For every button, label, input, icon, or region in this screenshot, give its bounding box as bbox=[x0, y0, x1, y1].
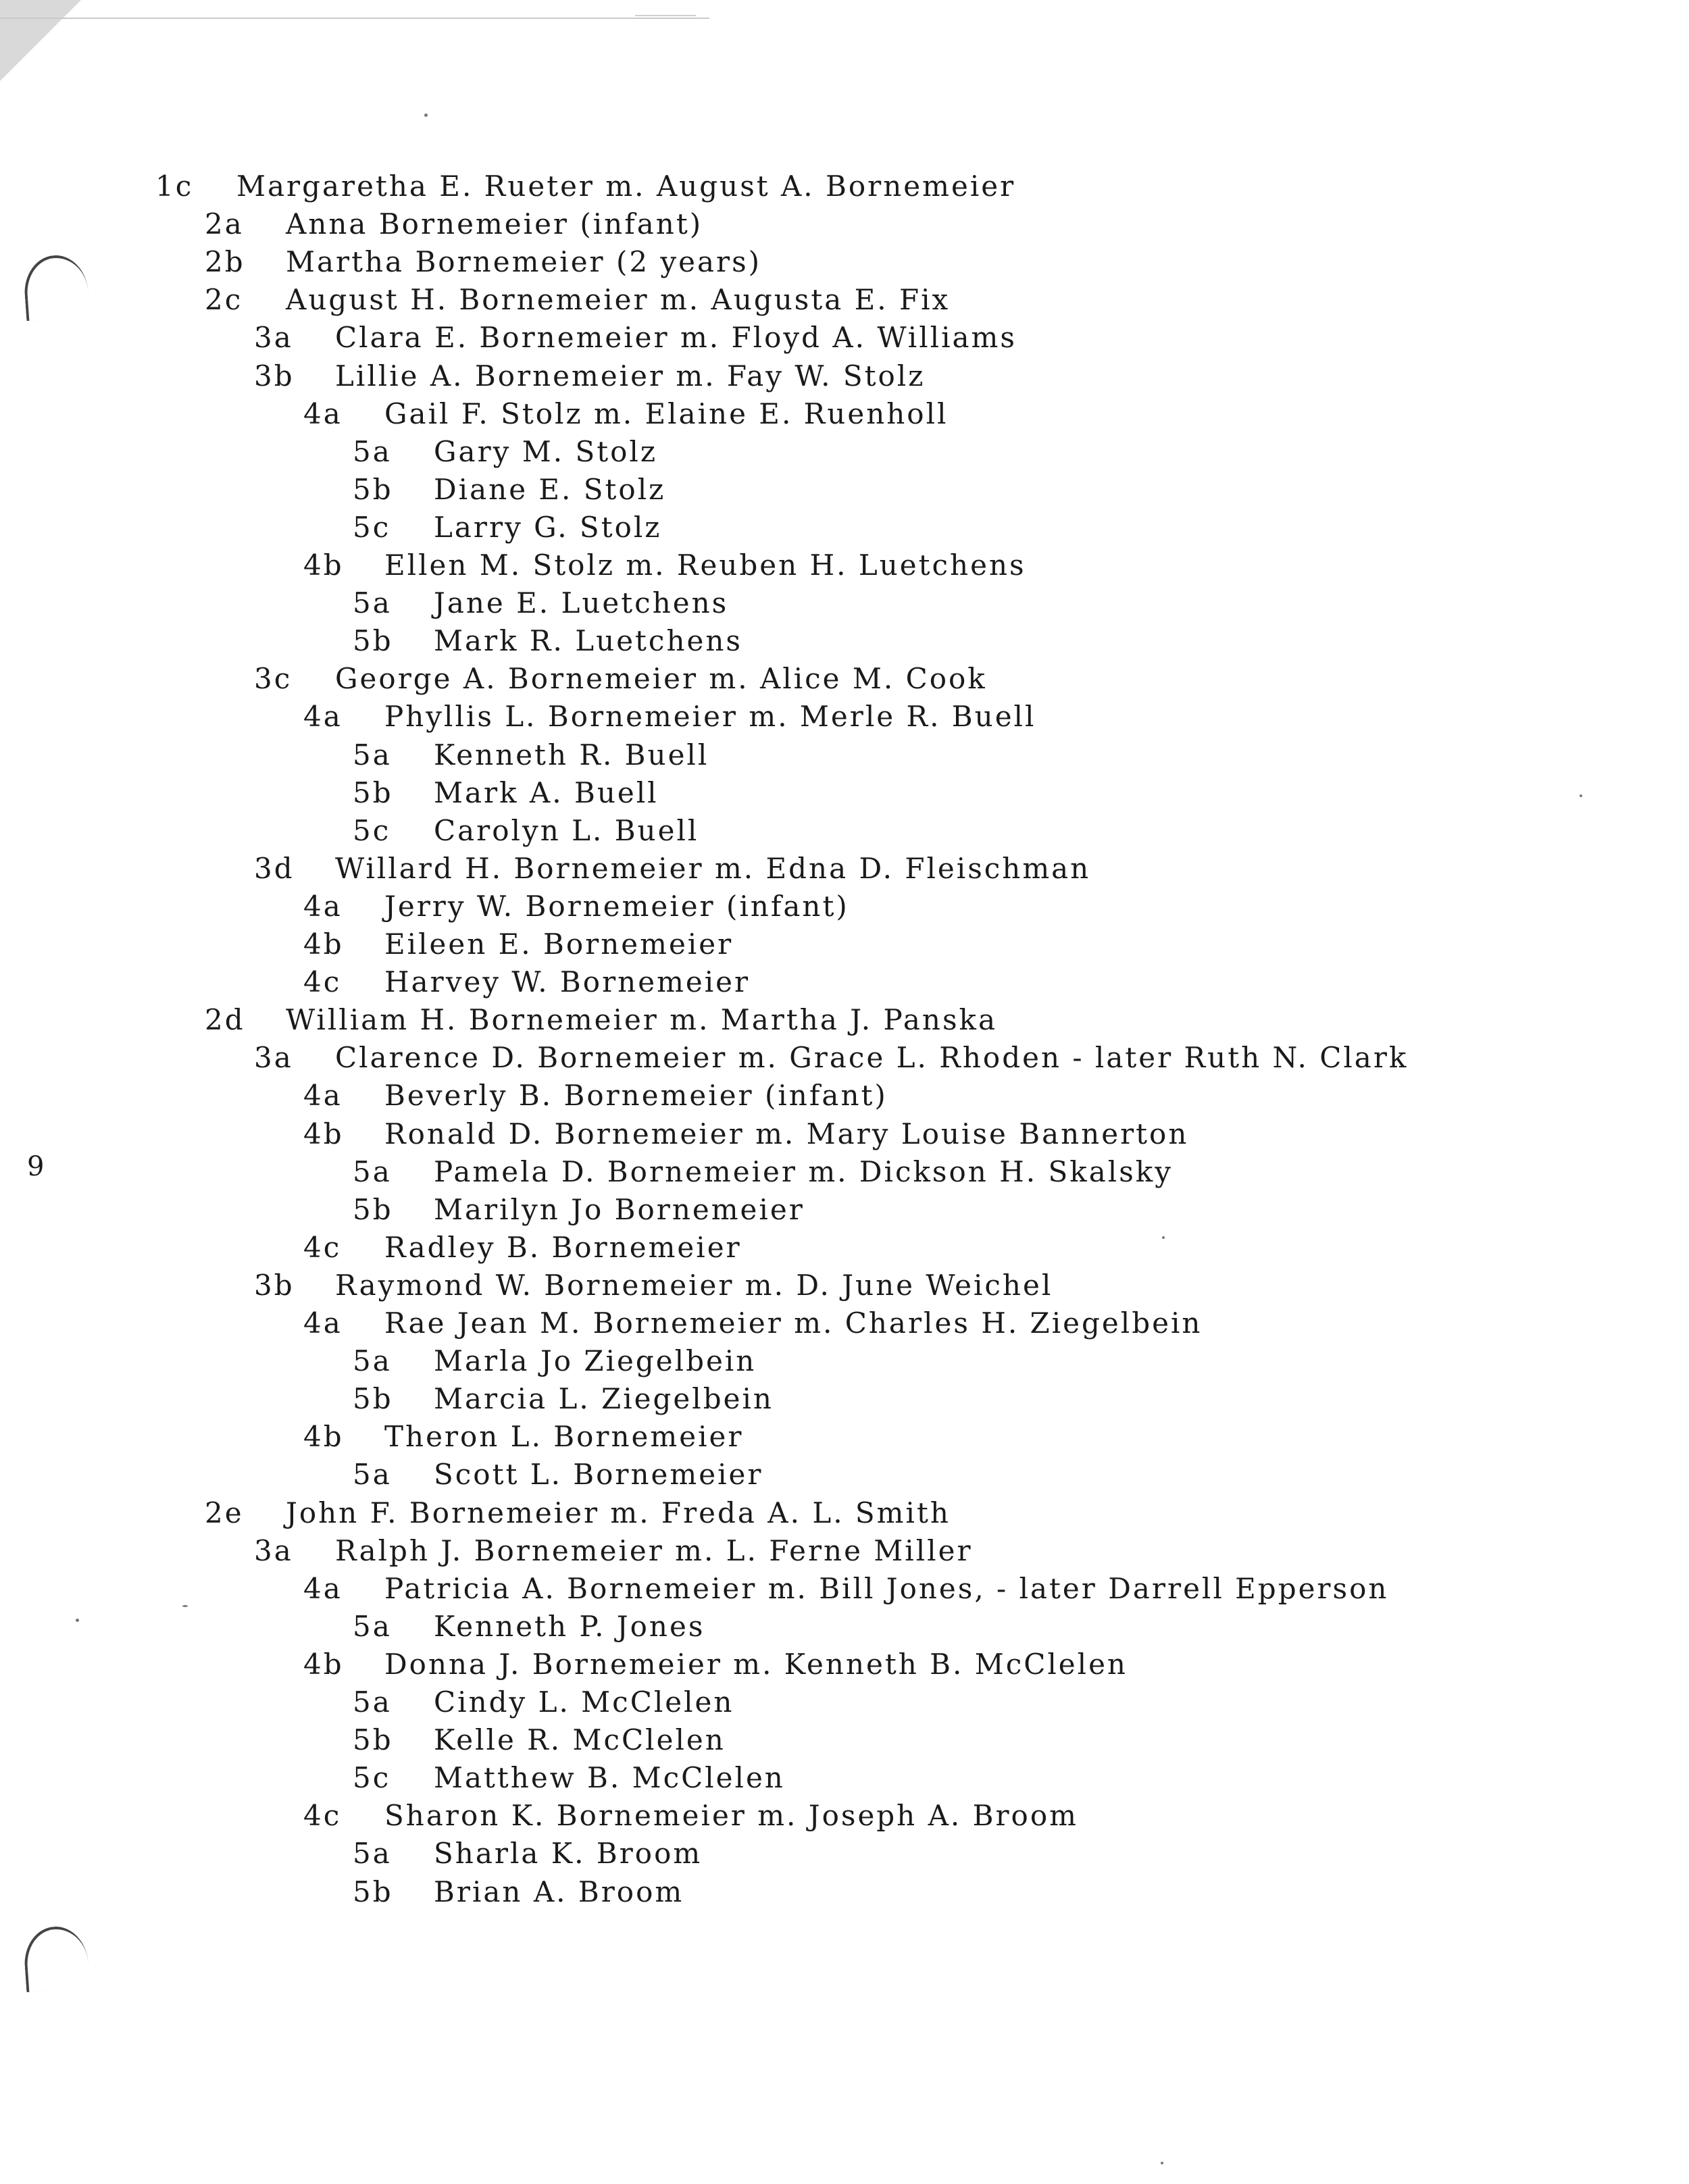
entry-code: 5a bbox=[353, 435, 392, 468]
entry-name: John F. Bornemeier m. Freda A. L. Smith bbox=[286, 1496, 951, 1529]
genealogy-entry bbox=[303, 1229, 742, 1267]
entry-name: Gail F. Stolz m. Elaine E. Ruenholl bbox=[384, 397, 949, 430]
genealogy-entry bbox=[353, 1683, 734, 1721]
genealogy-entry bbox=[353, 1873, 684, 1911]
entry-code: 4c bbox=[303, 1231, 342, 1264]
genealogy-entry bbox=[353, 1342, 756, 1380]
entry-code: 3a bbox=[254, 1041, 293, 1074]
folded-corner-shadow bbox=[0, 0, 81, 81]
entry-code: 4a bbox=[303, 397, 343, 430]
entry-name: Clarence D. Bornemeier m. Grace L. Rhoden - later Ruth N. Clark bbox=[335, 1041, 1409, 1074]
entry-name: Jane E. Luetchens bbox=[434, 586, 729, 619]
entry-name: Marcia L. Ziegelbein bbox=[434, 1382, 774, 1415]
entry-code: 5b bbox=[353, 624, 393, 657]
entry-name: Cindy L. McClelen bbox=[434, 1685, 734, 1719]
entry-code: 5a bbox=[353, 1155, 392, 1188]
genealogy-entry bbox=[353, 812, 699, 850]
entry-code: 3a bbox=[254, 321, 293, 354]
genealogy-entry bbox=[303, 963, 750, 1001]
scan-speck bbox=[1161, 2162, 1163, 2164]
entry-code: 5b bbox=[353, 1875, 393, 1908]
entry-name: Brian A. Broom bbox=[434, 1875, 684, 1908]
entry-code: 1c bbox=[155, 170, 194, 203]
entry-name: Raymond W. Bornemeier m. D. June Weichel bbox=[335, 1269, 1053, 1302]
genealogy-entry bbox=[353, 1835, 702, 1873]
entry-code: 5a bbox=[353, 1344, 392, 1377]
entry-name: Sharon K. Bornemeier m. Joseph A. Broom bbox=[384, 1799, 1078, 1832]
genealogy-entry bbox=[303, 547, 1026, 584]
entry-code: 5b bbox=[353, 473, 393, 506]
entry-name: Scott L. Bornemeier bbox=[434, 1458, 763, 1491]
genealogy-entry bbox=[353, 1759, 785, 1797]
genealogy-entry bbox=[303, 925, 733, 963]
entry-name: Donna J. Bornemeier m. Kenneth B. McClelen bbox=[384, 1648, 1128, 1681]
top-edge-line bbox=[0, 18, 709, 19]
entry-name: Ronald D. Bornemeier m. Mary Louise Bannerton bbox=[384, 1117, 1189, 1150]
entry-name: Margaretha E. Rueter m. August A. Bornemeier bbox=[236, 170, 1016, 203]
entry-name: Ellen M. Stolz m. Reuben H. Luetchens bbox=[384, 549, 1026, 582]
entry-code: 4a bbox=[303, 1306, 343, 1340]
scan-speck bbox=[424, 113, 428, 117]
entry-code: 4b bbox=[303, 1117, 344, 1150]
genealogy-entry bbox=[254, 1267, 1053, 1304]
entry-name: Clara E. Bornemeier m. Floyd A. Williams bbox=[335, 321, 1017, 354]
entry-name: Kenneth P. Jones bbox=[434, 1610, 705, 1643]
entry-name: Eileen E. Bornemeier bbox=[384, 928, 734, 961]
genealogy-entry bbox=[254, 850, 1090, 888]
entry-code: 5a bbox=[353, 1837, 392, 1870]
entry-code: 2e bbox=[205, 1496, 244, 1529]
entry-name: Diane E. Stolz bbox=[434, 473, 666, 506]
genealogy-entry bbox=[353, 736, 709, 774]
genealogy-entry bbox=[353, 1721, 726, 1759]
genealogy-entry bbox=[205, 1001, 997, 1039]
genealogy-entry bbox=[353, 584, 728, 622]
genealogy-entry bbox=[254, 319, 1017, 357]
entry-code: 5a bbox=[353, 1685, 392, 1719]
entry-code: 5b bbox=[353, 1382, 393, 1415]
genealogy-entry bbox=[303, 1304, 1202, 1342]
entry-code: 4c bbox=[303, 965, 342, 998]
entry-code: 3d bbox=[254, 852, 295, 885]
entry-code: 4b bbox=[303, 1648, 344, 1681]
entry-name: Marilyn Jo Bornemeier bbox=[434, 1193, 805, 1226]
genealogy-entry bbox=[205, 1494, 951, 1532]
entry-name: Gary M. Stolz bbox=[434, 435, 657, 468]
entry-code: 3b bbox=[254, 359, 295, 392]
entry-code: 4a bbox=[303, 1572, 343, 1605]
genealogy-entry bbox=[353, 1456, 763, 1494]
entry-name: Phyllis L. Bornemeier m. Merle R. Buell bbox=[384, 700, 1036, 733]
entry-name: Harvey W. Bornemeier bbox=[384, 965, 751, 998]
entry-code: 5b bbox=[353, 776, 393, 809]
entry-name: Theron L. Bornemeier bbox=[384, 1420, 744, 1453]
genealogy-entry bbox=[353, 1153, 1173, 1191]
entry-name: Carolyn L. Buell bbox=[434, 814, 699, 847]
genealogy-entry bbox=[303, 395, 948, 433]
genealogy-entry bbox=[303, 1570, 1388, 1608]
entry-name: Radley B. Bornemeier bbox=[384, 1231, 742, 1264]
entry-code: 4b bbox=[303, 1420, 344, 1453]
entry-code: 4a bbox=[303, 890, 343, 923]
entry-name: Mark A. Buell bbox=[434, 776, 659, 809]
entry-code: 5a bbox=[353, 586, 392, 619]
entry-name: August H. Bornemeier m. Augusta E. Fix bbox=[286, 283, 951, 316]
genealogy-entry bbox=[353, 471, 665, 509]
entry-code: 5a bbox=[353, 738, 392, 771]
genealogy-entry bbox=[303, 1418, 743, 1456]
genealogy-entry bbox=[254, 357, 925, 395]
entry-name: Ralph J. Bornemeier m. L. Ferne Miller bbox=[335, 1534, 973, 1567]
scan-speck bbox=[1580, 794, 1582, 797]
entry-code: 4a bbox=[303, 700, 343, 733]
entry-name: Mark R. Luetchens bbox=[434, 624, 742, 657]
entry-code: 3c bbox=[254, 662, 293, 695]
genealogy-entry bbox=[303, 1115, 1188, 1153]
entry-code: 3a bbox=[254, 1534, 293, 1567]
entry-name: William H. Bornemeier m. Martha J. Panska bbox=[286, 1003, 997, 1036]
punch-hole-icon bbox=[22, 1925, 90, 1992]
entry-name: Beverly B. Bornemeier (infant) bbox=[384, 1079, 888, 1112]
genealogy-entry bbox=[303, 888, 849, 925]
scan-speck bbox=[182, 1605, 188, 1607]
entry-code: 2d bbox=[205, 1003, 245, 1036]
genealogy-entry bbox=[205, 205, 703, 243]
entry-code: 5a bbox=[353, 1458, 392, 1491]
entry-code: 5a bbox=[353, 1610, 392, 1643]
genealogy-entry bbox=[353, 1191, 805, 1229]
scan-speck bbox=[76, 1619, 79, 1622]
genealogy-entry bbox=[155, 168, 1015, 205]
entry-code: 5c bbox=[353, 1761, 391, 1794]
genealogy-entry bbox=[353, 433, 657, 471]
entry-name: Jerry W. Bornemeier (infant) bbox=[384, 890, 849, 923]
genealogy-entry bbox=[353, 1380, 774, 1418]
entry-code: 2a bbox=[205, 207, 244, 240]
genealogy-entry bbox=[205, 243, 761, 281]
genealogy-entry bbox=[303, 1797, 1078, 1835]
punch-hole-icon bbox=[22, 253, 90, 321]
genealogy-entry bbox=[254, 1039, 1408, 1077]
entry-name: Larry G. Stolz bbox=[434, 511, 662, 544]
entry-name: Kelle R. McClelen bbox=[434, 1723, 726, 1756]
entry-code: 2c bbox=[205, 283, 243, 316]
entry-name: Anna Bornemeier (infant) bbox=[286, 207, 703, 240]
entry-name: Marla Jo Ziegelbein bbox=[434, 1344, 757, 1377]
entry-code: 5b bbox=[353, 1193, 393, 1226]
genealogy-entry bbox=[303, 1077, 888, 1115]
entry-code: 4c bbox=[303, 1799, 342, 1832]
entry-name: Kenneth R. Buell bbox=[434, 738, 709, 771]
top-edge-mark bbox=[635, 15, 696, 16]
entry-name: Rae Jean M. Bornemeier m. Charles H. Ziegelbein bbox=[384, 1306, 1203, 1340]
genealogy-entry bbox=[303, 1646, 1128, 1683]
page-number: 9 bbox=[27, 1151, 46, 1182]
entry-code: 2b bbox=[205, 245, 245, 278]
genealogy-entry bbox=[353, 622, 742, 660]
genealogy-entry bbox=[205, 281, 950, 319]
entry-code: 5c bbox=[353, 814, 391, 847]
genealogy-entry bbox=[353, 509, 661, 547]
entry-code: 4b bbox=[303, 928, 344, 961]
entry-name: Martha Bornemeier (2 years) bbox=[286, 245, 762, 278]
entry-code: 3b bbox=[254, 1269, 295, 1302]
entry-name: George A. Bornemeier m. Alice M. Cook bbox=[335, 662, 987, 695]
entry-name: Sharla K. Broom bbox=[434, 1837, 703, 1870]
entry-name: Lillie A. Bornemeier m. Fay W. Stolz bbox=[335, 359, 926, 392]
genealogy-entry bbox=[254, 1532, 973, 1570]
genealogy-entry bbox=[254, 660, 987, 698]
entry-name: Pamela D. Bornemeier m. Dickson H. Skalsky bbox=[434, 1155, 1173, 1188]
genealogy-entry bbox=[353, 1608, 705, 1646]
entry-name: Patricia A. Bornemeier m. Bill Jones, - later Darrell Epperson bbox=[384, 1572, 1389, 1605]
genealogy-entry bbox=[353, 774, 659, 812]
entry-code: 4b bbox=[303, 549, 344, 582]
genealogy-entry bbox=[303, 698, 1036, 736]
entry-name: Matthew B. McClelen bbox=[434, 1761, 785, 1794]
entry-name: Willard H. Bornemeier m. Edna D. Fleischman bbox=[335, 852, 1091, 885]
entry-code: 5b bbox=[353, 1723, 393, 1756]
scan-speck bbox=[1162, 1236, 1165, 1239]
entry-code: 5c bbox=[353, 511, 391, 544]
entry-code: 4a bbox=[303, 1079, 343, 1112]
